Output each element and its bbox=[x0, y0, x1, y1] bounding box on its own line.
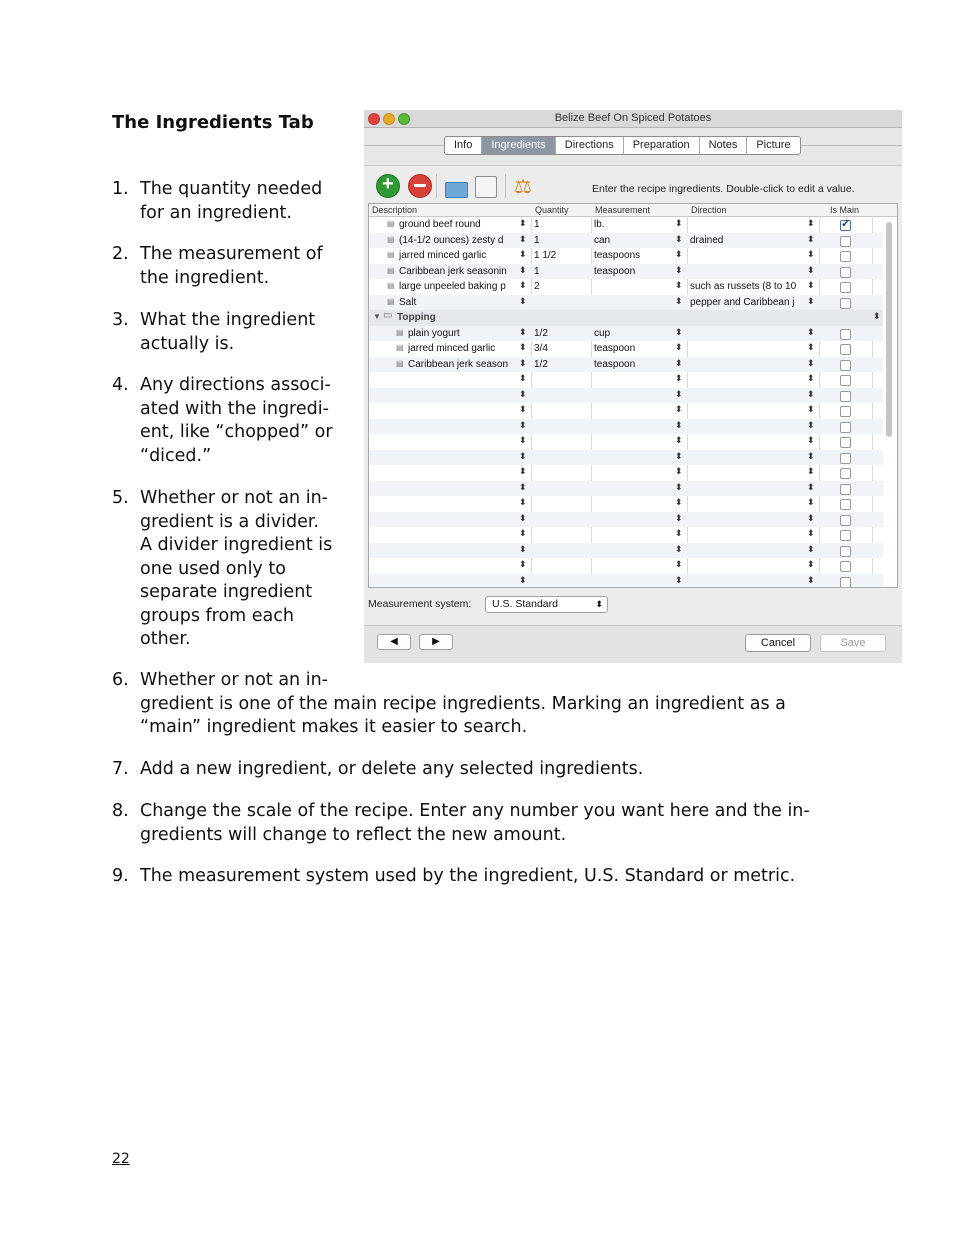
stepper-arrows-icon[interactable]: ⬍ bbox=[807, 450, 815, 461]
stepper-arrows-icon[interactable]: ⬍ bbox=[519, 404, 527, 414]
stepper-arrows-icon[interactable]: ⬍ bbox=[519, 512, 527, 523]
table-row[interactable] bbox=[369, 341, 883, 357]
stepper-arrows-icon[interactable]: ⬍ bbox=[675, 512, 683, 523]
folder-plus-icon bbox=[445, 182, 468, 198]
stepper-arrows-icon[interactable]: ⬍ bbox=[675, 435, 683, 445]
column-header-quantity[interactable]: Quantity bbox=[535, 205, 569, 215]
stepper-arrows-icon[interactable]: ⬍ bbox=[807, 342, 815, 352]
stepper-arrows-icon[interactable]: ⬍ bbox=[807, 249, 815, 259]
column-header-description[interactable]: Description bbox=[372, 205, 418, 215]
ingredient-measurement[interactable]: teaspoons bbox=[594, 250, 641, 261]
list-item-line: Whether or not an in- bbox=[140, 488, 328, 508]
stepper-arrows-icon[interactable]: ⬍ bbox=[519, 249, 527, 259]
ingredient-icon: ▤ bbox=[387, 219, 395, 228]
is-main-checkbox[interactable] bbox=[840, 437, 851, 448]
ingredient-description[interactable]: plain yogurt bbox=[408, 327, 460, 339]
table-row[interactable] bbox=[369, 357, 883, 373]
is-main-checkbox[interactable] bbox=[840, 220, 851, 231]
list-number: 3. bbox=[112, 310, 129, 330]
ingredient-description[interactable]: Caribbean jerk season bbox=[408, 358, 509, 370]
stepper-arrows-icon[interactable]: ⬍ bbox=[807, 497, 815, 507]
ingredient-measurement[interactable]: teaspoon bbox=[594, 343, 636, 354]
stepper-arrows-icon[interactable]: ⬍ bbox=[519, 419, 527, 430]
window-title: Belize Beef On Spiced Potatoes bbox=[554, 112, 712, 124]
add-ingredient-button[interactable] bbox=[376, 174, 400, 198]
list-item-line: actually is. bbox=[140, 333, 235, 354]
stepper-arrows-icon[interactable]: ⬍ bbox=[675, 497, 683, 507]
table-row[interactable] bbox=[369, 496, 883, 512]
tab-directions[interactable]: Directions bbox=[556, 137, 624, 154]
is-main-checkbox[interactable] bbox=[840, 484, 851, 495]
list-number: 1. bbox=[112, 179, 129, 199]
add-group-button[interactable] bbox=[445, 180, 466, 196]
stepper-arrows-icon[interactable]: ⬍ bbox=[807, 466, 815, 476]
stepper-arrows-icon[interactable]: ⬍ bbox=[675, 295, 683, 306]
is-main-checkbox[interactable] bbox=[840, 468, 851, 479]
tab-info[interactable]: Info bbox=[445, 137, 482, 154]
list-item-line: gredient is a divider. bbox=[140, 511, 319, 532]
stepper-arrows-icon[interactable]: ⬍ bbox=[807, 528, 815, 538]
ingredient-quantity[interactable]: 1/2 bbox=[534, 327, 548, 339]
list-item-line: Whether or not an in- bbox=[140, 670, 328, 690]
is-main-checkbox[interactable] bbox=[840, 499, 851, 510]
column-header-measurement[interactable]: Measurement bbox=[595, 205, 651, 215]
tab-bar bbox=[364, 128, 902, 166]
measurement-system-label: Measurement system: bbox=[368, 598, 472, 610]
ingredient-description[interactable]: Salt bbox=[399, 296, 417, 308]
stepper-arrows-icon[interactable]: ⬍ bbox=[675, 404, 683, 414]
stepper-arrows-icon[interactable]: ⬍ bbox=[675, 249, 683, 259]
stepper-arrows-icon[interactable]: ⬍ bbox=[519, 233, 527, 244]
stepper-arrows-icon[interactable]: ⬍ bbox=[519, 543, 527, 554]
list-item-line: What the ingredient bbox=[140, 310, 316, 330]
stepper-arrows-icon[interactable]: ⬍ bbox=[675, 264, 683, 275]
group-name: Topping bbox=[397, 312, 436, 323]
measurement-system-value: U.S. Standard bbox=[492, 598, 558, 610]
stepper-arrows-icon[interactable]: ⬍ bbox=[807, 388, 815, 399]
ingredient-quantity[interactable]: 1 bbox=[534, 234, 540, 246]
tab-group bbox=[444, 136, 801, 155]
stepper-arrows-icon[interactable]: ⬍ bbox=[519, 280, 527, 290]
is-main-checkbox[interactable] bbox=[840, 561, 851, 572]
table-row[interactable] bbox=[369, 233, 883, 249]
next-button[interactable] bbox=[419, 634, 453, 650]
stepper-arrows-icon[interactable]: ⬍ bbox=[807, 559, 815, 569]
plus-icon: + bbox=[382, 173, 394, 195]
list-number: 9. bbox=[112, 866, 129, 886]
ingredient-description[interactable]: jarred minced garlic bbox=[408, 343, 496, 354]
is-main-checkbox[interactable] bbox=[840, 515, 851, 526]
table-row[interactable] bbox=[369, 388, 883, 404]
is-main-checkbox[interactable] bbox=[840, 251, 851, 262]
is-main-checkbox[interactable] bbox=[840, 329, 851, 340]
table-row[interactable] bbox=[369, 326, 883, 342]
stepper-arrows-icon[interactable]: ⬍ bbox=[519, 559, 527, 569]
stepper-arrows-icon[interactable]: ⬍ bbox=[873, 311, 881, 321]
save-button[interactable]: Save bbox=[820, 634, 886, 652]
stepper-arrows-icon[interactable]: ⬍ bbox=[519, 435, 527, 445]
list-number: 4. bbox=[112, 375, 129, 395]
ingredient-description[interactable]: large unpeeled baking p bbox=[399, 281, 506, 292]
ingredient-description[interactable]: jarred minced garlic bbox=[399, 250, 487, 261]
table-row[interactable] bbox=[369, 558, 883, 574]
list-item-line: groups from each bbox=[140, 605, 294, 626]
list-item-line: one used only to bbox=[140, 558, 286, 579]
list-item-line: the ingredient. bbox=[140, 267, 270, 288]
is-main-checkbox[interactable] bbox=[840, 530, 851, 541]
stepper-arrows-icon[interactable]: ⬍ bbox=[675, 466, 683, 476]
stepper-arrows-icon[interactable]: ⬍ bbox=[519, 357, 527, 368]
stepper-arrows-icon[interactable]: ⬍ bbox=[519, 450, 527, 461]
stepper-arrows-icon[interactable]: ⬍ bbox=[519, 528, 527, 538]
column-header-direction[interactable]: Direction bbox=[691, 205, 727, 215]
list-item-line: Any directions associ- bbox=[140, 375, 331, 395]
table-row[interactable] bbox=[369, 527, 883, 543]
list-item-line: ent, like “chopped” or bbox=[140, 422, 333, 442]
stepper-arrows-icon[interactable]: ⬍ bbox=[519, 373, 527, 383]
ingredient-quantity[interactable]: 1/2 bbox=[534, 358, 548, 370]
table-row[interactable] bbox=[369, 264, 883, 280]
title-bar bbox=[364, 110, 902, 128]
list-item-line: for an ingredient. bbox=[140, 202, 292, 223]
scale-recipe-button[interactable] bbox=[512, 174, 536, 198]
stepper-arrows-icon[interactable]: ⬍ bbox=[675, 543, 683, 554]
stepper-arrows-icon[interactable]: ⬍ bbox=[807, 435, 815, 445]
is-main-checkbox[interactable] bbox=[840, 391, 851, 402]
cancel-button[interactable]: Cancel bbox=[745, 634, 811, 652]
list-item-line: A divider ingredient is bbox=[140, 535, 333, 555]
tab-notes[interactable]: Notes bbox=[700, 137, 748, 154]
stepper-arrows-icon[interactable]: ⬍ bbox=[519, 481, 527, 492]
stepper-arrows-icon[interactable]: ⬍ bbox=[675, 528, 683, 538]
table-row[interactable] bbox=[369, 248, 883, 264]
stepper-arrows-icon[interactable]: ⬍ bbox=[807, 264, 815, 275]
stepper-arrows-icon[interactable]: ⬍ bbox=[675, 373, 683, 383]
stepper-arrows-icon[interactable]: ⬍ bbox=[807, 233, 815, 244]
list-number: 2. bbox=[112, 244, 129, 264]
is-main-checkbox[interactable] bbox=[840, 282, 851, 293]
stepper-arrows-icon[interactable]: ⬍ bbox=[675, 233, 683, 244]
stepper-arrows-icon[interactable]: ⬍ bbox=[807, 574, 815, 585]
list-item-line: gredients will change to reflect the new amount. bbox=[140, 824, 567, 845]
disclosure-triangle-icon[interactable]: ▼ bbox=[373, 312, 381, 321]
stepper-arrows-icon[interactable]: ⬍ bbox=[519, 295, 527, 306]
stepper-arrows-icon[interactable]: ⬍ bbox=[675, 559, 683, 569]
ingredient-icon: ▤ bbox=[387, 234, 395, 244]
tab-preparation[interactable]: Preparation bbox=[624, 137, 700, 154]
add-group-ingredient-button[interactable] bbox=[473, 176, 497, 196]
recipe-window bbox=[364, 110, 902, 662]
ingredient-icon: ▤ bbox=[387, 281, 395, 290]
table-row[interactable] bbox=[369, 465, 883, 481]
ingredient-icon: ▤ bbox=[387, 250, 395, 259]
ingredient-icon: ▤ bbox=[387, 296, 395, 306]
instruction-text: Enter the recipe ingredients. Double-click to edit a value. bbox=[592, 183, 855, 195]
stepper-arrows-icon[interactable]: ⬍ bbox=[675, 342, 683, 352]
table-row[interactable] bbox=[369, 450, 883, 466]
delete-ingredient-button[interactable] bbox=[408, 174, 432, 198]
table-row[interactable] bbox=[369, 543, 883, 559]
stepper-arrows-icon[interactable]: ⬍ bbox=[807, 373, 815, 383]
is-main-checkbox[interactable] bbox=[840, 577, 851, 588]
ingredient-quantity[interactable]: 1 bbox=[534, 265, 540, 277]
list-item-line: separate ingredient bbox=[140, 582, 313, 602]
table-row[interactable] bbox=[369, 295, 883, 311]
list-item-line: other. bbox=[140, 629, 191, 649]
toolbar-separator bbox=[436, 174, 437, 198]
section-heading: The Ingredients Tab bbox=[112, 112, 314, 133]
stepper-arrows-icon[interactable]: ⬍ bbox=[807, 357, 815, 368]
ingredient-direction[interactable]: pepper and Caribbean j bbox=[690, 296, 795, 308]
stepper-arrows-icon[interactable]: ⬍ bbox=[807, 295, 815, 306]
table-row[interactable] bbox=[369, 279, 883, 295]
ingredient-quantity[interactable]: 1 bbox=[534, 219, 540, 230]
table-row[interactable] bbox=[369, 574, 883, 589]
stepper-arrows-icon[interactable]: ⬍ bbox=[675, 450, 683, 461]
documents-plus-icon bbox=[475, 176, 497, 198]
list-item-line: Add a new ingredient, or delete any selected ingredients. bbox=[140, 759, 644, 779]
list-number: 5. bbox=[112, 488, 129, 508]
stepper-arrows-icon[interactable]: ⬍ bbox=[675, 481, 683, 492]
column-header-is-main[interactable]: Is Main bbox=[830, 205, 860, 215]
list-item-line: The measurement of bbox=[140, 244, 323, 264]
table-row[interactable] bbox=[369, 434, 883, 450]
stepper-arrows-icon[interactable]: ⬍ bbox=[807, 218, 815, 228]
stepper-arrows-icon[interactable]: ⬍ bbox=[519, 466, 527, 476]
stepper-arrows-icon[interactable]: ⬍ bbox=[807, 404, 815, 414]
stepper-arrows-icon[interactable]: ⬍ bbox=[519, 574, 527, 585]
list-item-line: Change the scale of the recipe. Enter any number you want here and the in- bbox=[140, 801, 810, 821]
scale-icon: ⚖ bbox=[514, 176, 532, 198]
list-item-line: “diced.” bbox=[140, 445, 212, 466]
stepper-arrows-icon[interactable]: ⬍ bbox=[807, 419, 815, 430]
stepper-arrows-icon[interactable]: ⬍ bbox=[519, 497, 527, 507]
divider-row[interactable] bbox=[369, 310, 883, 326]
page-number: 22 bbox=[112, 1151, 130, 1167]
is-main-checkbox[interactable] bbox=[840, 298, 851, 309]
stepper-arrows-icon[interactable]: ⬍ bbox=[519, 342, 527, 352]
table-row[interactable] bbox=[369, 481, 883, 497]
table-row[interactable] bbox=[369, 403, 883, 419]
left-triangle-icon: ◀ bbox=[390, 636, 398, 647]
ingredient-measurement[interactable]: cup bbox=[594, 327, 611, 339]
stepper-arrows-icon[interactable]: ⬍ bbox=[519, 326, 527, 337]
is-main-checkbox[interactable] bbox=[840, 236, 851, 247]
stepper-arrows-icon[interactable]: ⬍ bbox=[675, 218, 683, 228]
table-row[interactable] bbox=[369, 419, 883, 435]
is-main-checkbox[interactable] bbox=[840, 360, 851, 371]
list-number: 6. bbox=[112, 670, 129, 690]
folder-icon: ▭ bbox=[383, 310, 393, 321]
table-row[interactable] bbox=[369, 217, 883, 233]
stepper-arrows-icon[interactable]: ⬍ bbox=[519, 264, 527, 275]
ingredient-measurement[interactable]: lb. bbox=[594, 219, 605, 230]
list-number: 8. bbox=[112, 801, 129, 821]
ingredient-quantity[interactable]: 1 1/2 bbox=[534, 250, 557, 261]
ingredient-measurement[interactable]: teaspoon bbox=[594, 265, 636, 277]
stepper-arrows-icon[interactable]: ⬍ bbox=[675, 388, 683, 399]
tab-ingredients[interactable]: Ingredients bbox=[482, 137, 555, 154]
is-main-checkbox[interactable] bbox=[840, 375, 851, 386]
list-item-line: The measurement system used by the ingredient, U.S. Standard or metric. bbox=[140, 866, 796, 886]
list-number: 7. bbox=[112, 759, 129, 779]
is-main-checkbox[interactable] bbox=[840, 546, 851, 557]
is-main-checkbox[interactable] bbox=[840, 267, 851, 278]
stepper-arrows-icon[interactable]: ⬍ bbox=[675, 574, 683, 585]
is-main-checkbox[interactable] bbox=[840, 422, 851, 433]
ingredient-direction[interactable]: such as russets (8 to 10 bbox=[690, 281, 797, 292]
stepper-arrows-icon[interactable]: ⬍ bbox=[675, 357, 683, 368]
ingredient-description[interactable]: ground beef round bbox=[399, 219, 481, 230]
measurement-system-select[interactable] bbox=[485, 596, 608, 613]
vertical-scrollbar[interactable] bbox=[886, 222, 892, 437]
table-row[interactable] bbox=[369, 512, 883, 528]
stepper-arrows-icon[interactable]: ⬍ bbox=[519, 388, 527, 399]
is-main-checkbox[interactable] bbox=[840, 453, 851, 464]
ingredient-icon: ▤ bbox=[387, 265, 395, 275]
stepper-arrows-icon[interactable]: ⬍ bbox=[675, 419, 683, 430]
tab-picture[interactable]: Picture bbox=[756, 139, 791, 151]
ingredients-table bbox=[368, 203, 898, 588]
right-triangle-icon: ▶ bbox=[432, 636, 440, 647]
previous-button[interactable] bbox=[377, 634, 411, 650]
stepper-arrows-icon[interactable]: ⬍ bbox=[807, 481, 815, 492]
ingredient-icon: ▤ bbox=[396, 358, 404, 368]
list-item-line: “main” ingredient makes it easier to search. bbox=[140, 717, 528, 737]
list-item-line: ated with the ingredi- bbox=[140, 398, 329, 419]
is-main-checkbox[interactable] bbox=[840, 406, 851, 417]
list-item-line: gredient is one of the main recipe ingredients. Marking an ingredient as a bbox=[140, 693, 786, 714]
toolbar-separator bbox=[505, 174, 506, 198]
bottom-bar bbox=[364, 625, 902, 663]
stepper-arrows-icon[interactable]: ⬍ bbox=[807, 543, 815, 554]
stepper-arrows-icon[interactable]: ⬍ bbox=[519, 218, 527, 228]
ingredient-direction[interactable]: drained bbox=[690, 234, 724, 246]
ingredient-quantity[interactable]: 2 bbox=[534, 281, 540, 292]
table-header bbox=[369, 204, 897, 217]
list-item-line: The quantity needed bbox=[140, 179, 323, 199]
stepper-arrows-icon[interactable]: ⬍ bbox=[807, 512, 815, 523]
ingredient-quantity[interactable]: 3/4 bbox=[534, 343, 548, 354]
table-row[interactable] bbox=[369, 372, 883, 388]
minus-icon bbox=[414, 184, 426, 187]
ingredient-description[interactable]: Caribbean jerk seasonin bbox=[399, 265, 507, 277]
stepper-arrows-icon[interactable]: ⬍ bbox=[807, 280, 815, 290]
stepper-arrows-icon: ⬍ bbox=[595, 599, 603, 609]
stepper-arrows-icon[interactable]: ⬍ bbox=[807, 326, 815, 337]
is-main-checkbox[interactable] bbox=[840, 344, 851, 355]
ingredient-description[interactable]: (14-1/2 ounces) zesty d bbox=[399, 234, 504, 246]
ingredient-measurement[interactable]: teaspoon bbox=[594, 358, 636, 370]
ingredient-icon: ▤ bbox=[396, 327, 404, 337]
ingredient-measurement[interactable]: can bbox=[594, 234, 611, 246]
stepper-arrows-icon[interactable]: ⬍ bbox=[675, 326, 683, 337]
ingredient-icon: ▤ bbox=[396, 343, 404, 352]
stepper-arrows-icon[interactable]: ⬍ bbox=[675, 280, 683, 290]
